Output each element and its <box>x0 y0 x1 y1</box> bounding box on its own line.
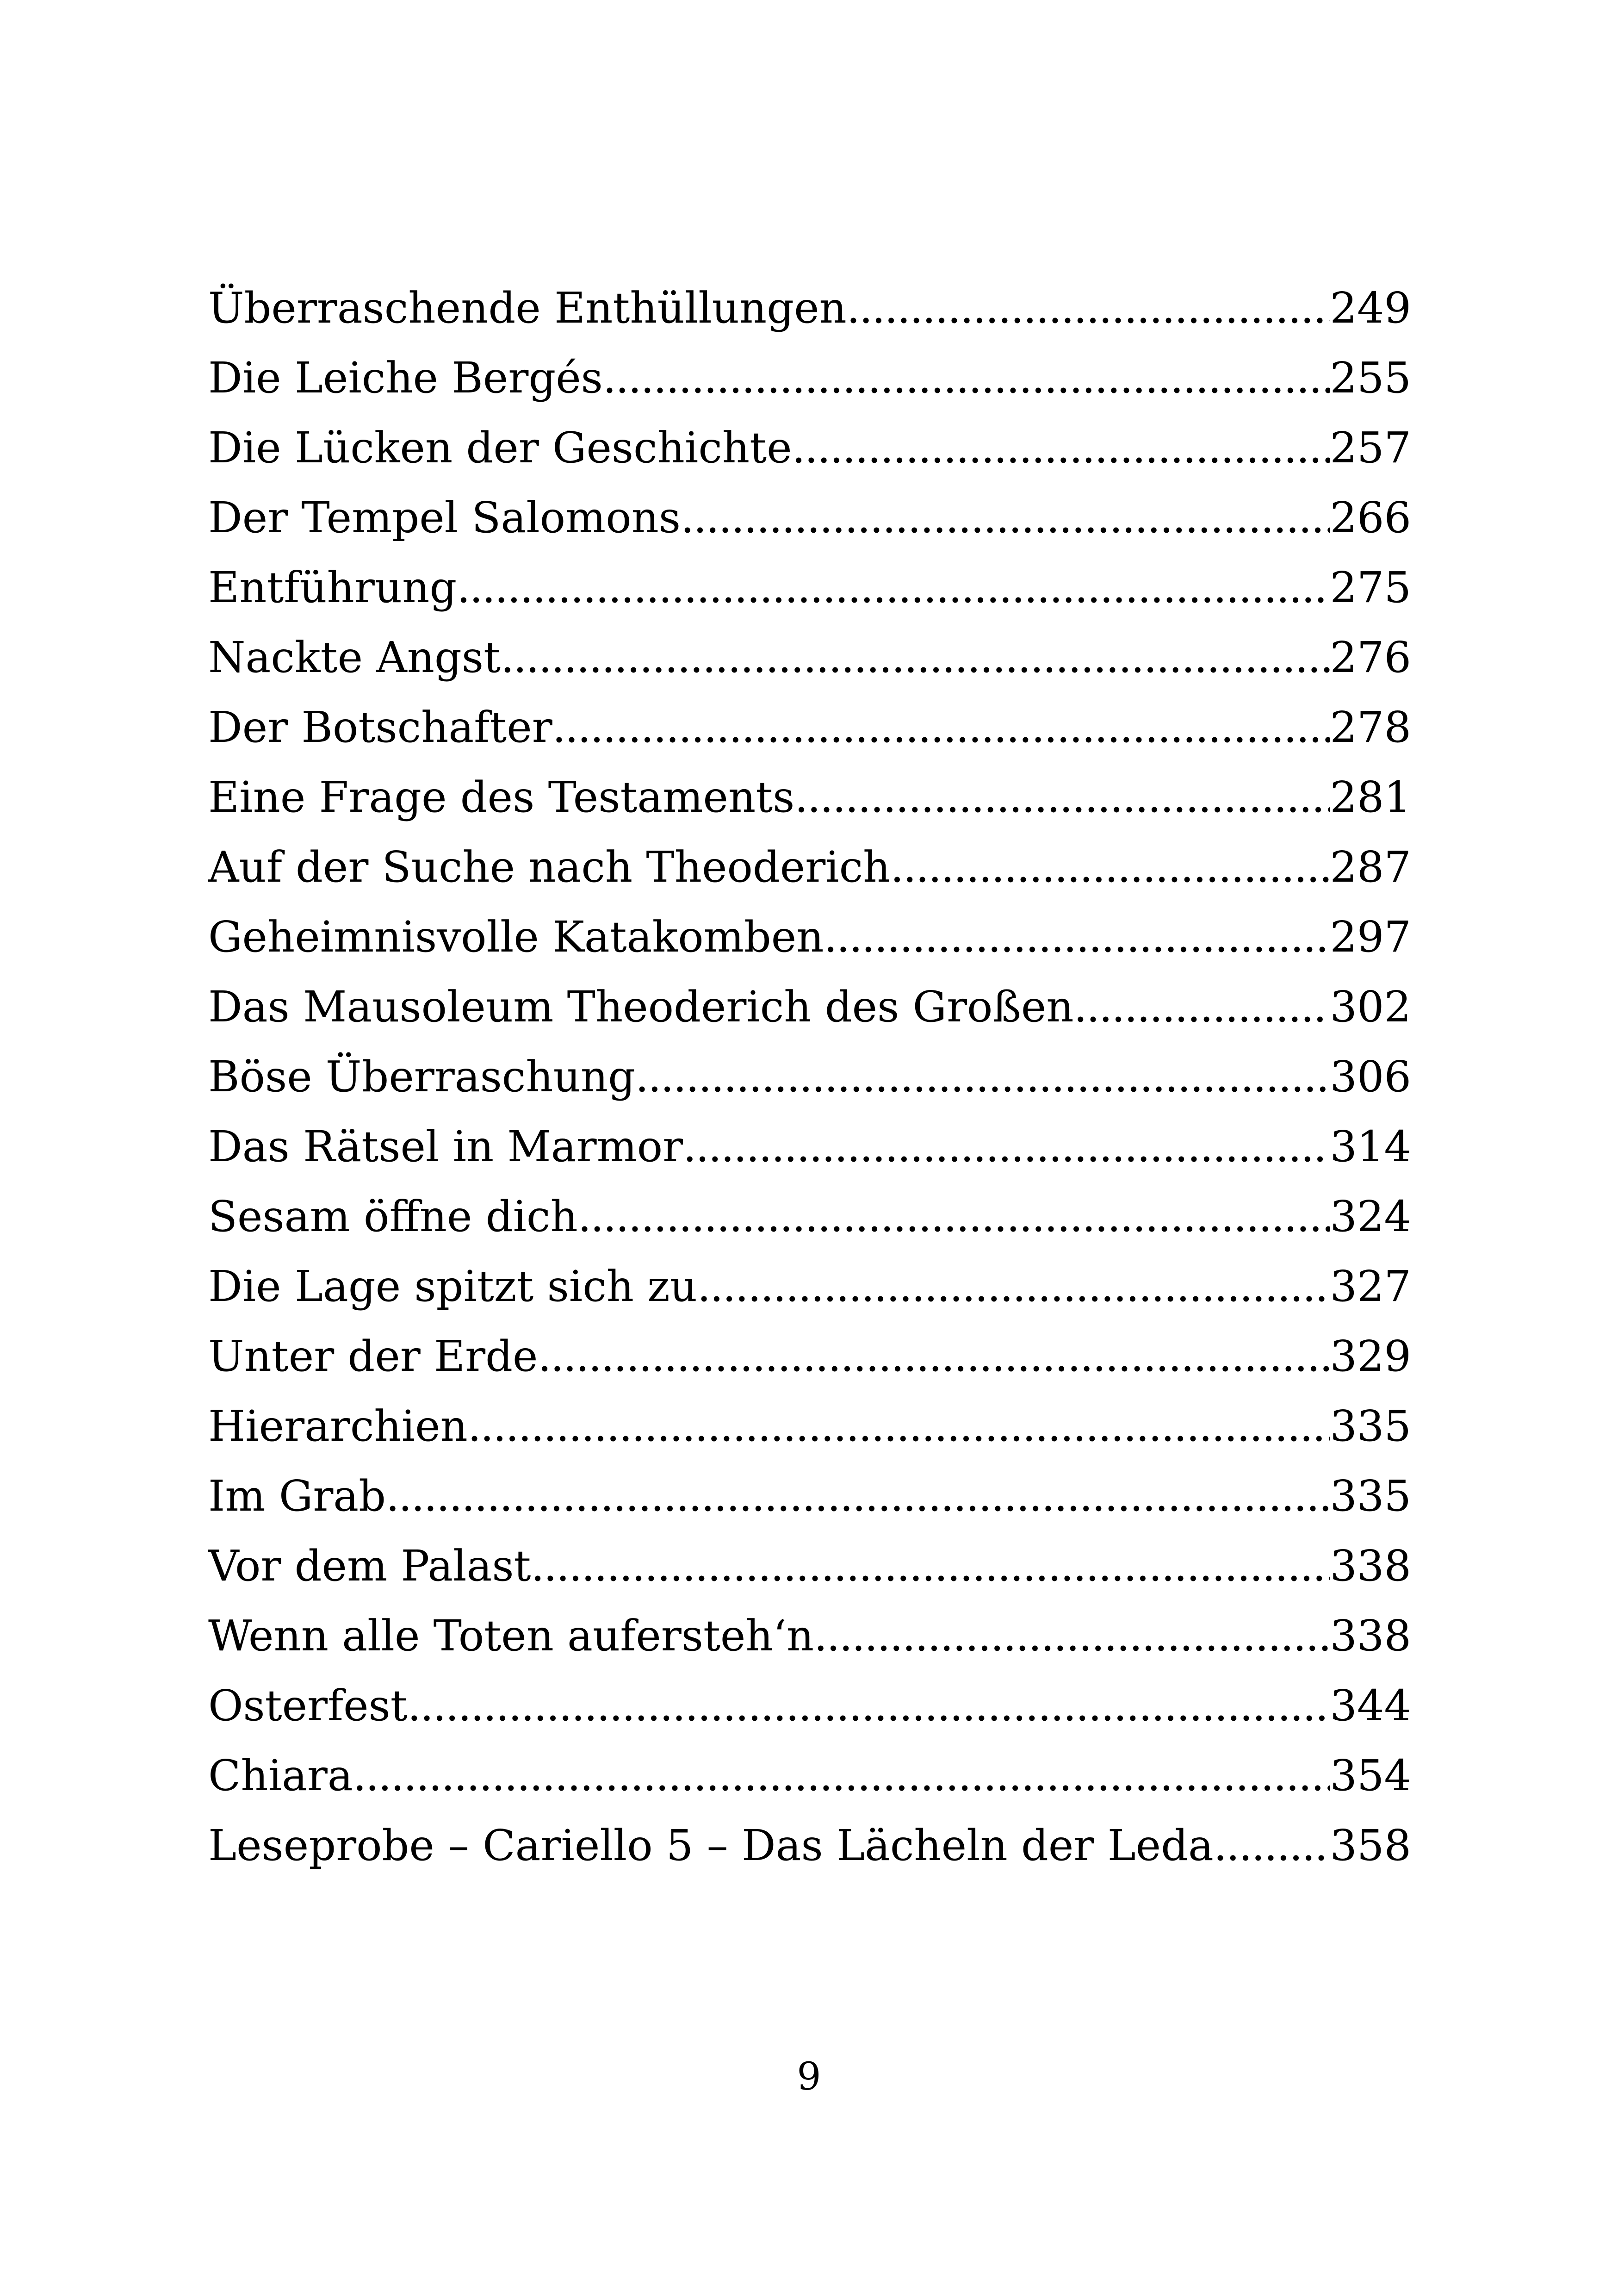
toc-entry-title: Die Lage spitzt sich zu <box>208 1262 697 1311</box>
toc-entry[interactable] <box>208 1251 1411 1321</box>
toc-entry[interactable] <box>208 622 1411 692</box>
toc-entry-page: 354 <box>1330 1751 1411 1800</box>
toc-entry-title: Das Mausoleum Theoderich des Großen <box>208 982 1074 1032</box>
toc-dot-leader <box>792 413 1330 483</box>
toc-dot-leader <box>635 1042 1330 1112</box>
toc-entry-title: Osterfest <box>208 1681 408 1730</box>
toc-dot-leader <box>847 273 1330 343</box>
toc-entry-title: Auf der Suche nach Theoderich <box>208 842 891 892</box>
toc-entry[interactable] <box>208 1391 1411 1461</box>
toc-entry-page: 287 <box>1330 842 1411 892</box>
toc-entry[interactable] <box>208 273 1411 343</box>
toc-dot-leader <box>794 762 1330 832</box>
toc-entry-page: 281 <box>1330 772 1411 822</box>
toc-dot-leader <box>353 1741 1330 1811</box>
page-number: 9 <box>797 2055 821 2099</box>
toc-entry-title: Unter der Erde <box>208 1332 538 1381</box>
toc-entry[interactable] <box>208 902 1411 972</box>
toc-dot-leader <box>814 1601 1330 1671</box>
table-of-contents <box>208 273 1411 1880</box>
toc-dot-leader <box>603 343 1330 413</box>
toc-entry[interactable] <box>208 343 1411 413</box>
toc-entry[interactable] <box>208 483 1411 553</box>
toc-entry-page: 249 <box>1330 283 1411 333</box>
toc-entry-page: 329 <box>1330 1332 1411 1381</box>
toc-entry-title: Böse Überraschung <box>208 1052 635 1101</box>
toc-dot-leader <box>386 1461 1330 1531</box>
toc-dot-leader <box>531 1531 1330 1601</box>
toc-entry-title: Im Grab <box>208 1471 386 1521</box>
toc-entry-page: 327 <box>1330 1262 1411 1311</box>
toc-entry-page: 335 <box>1330 1401 1411 1451</box>
toc-entry[interactable] <box>208 1671 1411 1741</box>
toc-entry-title: Leseprobe – Cariello 5 – Das Lächeln der Leda <box>208 1821 1214 1870</box>
toc-dot-leader <box>552 692 1330 762</box>
toc-entry-title: Das Rätsel in Marmor <box>208 1122 683 1171</box>
toc-entry-page: 257 <box>1330 423 1411 473</box>
toc-entry-page: 266 <box>1330 493 1411 542</box>
toc-dot-leader <box>697 1251 1330 1321</box>
toc-entry[interactable] <box>208 1112 1411 1182</box>
toc-entry[interactable] <box>208 1321 1411 1391</box>
toc-dot-leader <box>501 622 1330 692</box>
toc-dot-leader <box>1214 1811 1330 1880</box>
toc-entry[interactable] <box>208 553 1411 622</box>
toc-entry[interactable] <box>208 413 1411 483</box>
toc-entry-page: 344 <box>1330 1681 1411 1730</box>
toc-entry-title: Die Lücken der Geschichte <box>208 423 792 473</box>
toc-entry-title: Geheimnisvolle Katakomben <box>208 912 824 962</box>
toc-entry-title: Sesam öffne dich <box>208 1192 578 1241</box>
toc-entry-page: 306 <box>1330 1052 1411 1101</box>
toc-entry-title: Chiara <box>208 1751 353 1800</box>
toc-entry-page: 255 <box>1330 353 1411 403</box>
toc-entry-title: Eine Frage des Testaments <box>208 772 795 822</box>
toc-entry[interactable] <box>208 1182 1411 1251</box>
toc-entry-page: 276 <box>1330 633 1411 682</box>
toc-dot-leader <box>1074 972 1330 1042</box>
toc-entry-title: Hierarchien <box>208 1401 468 1451</box>
toc-entry-page: 338 <box>1330 1611 1411 1661</box>
toc-entry[interactable] <box>208 762 1411 832</box>
toc-entry[interactable] <box>208 1461 1411 1531</box>
toc-entry-page: 314 <box>1330 1122 1411 1171</box>
toc-entry[interactable] <box>208 1811 1411 1880</box>
toc-entry-page: 338 <box>1330 1541 1411 1591</box>
toc-entry[interactable] <box>208 1601 1411 1671</box>
toc-entry-title: Der Botschafter <box>208 703 552 752</box>
toc-dot-leader <box>457 553 1330 622</box>
toc-entry-page: 275 <box>1330 563 1411 612</box>
toc-entry[interactable] <box>208 832 1411 902</box>
toc-entry-page: 324 <box>1330 1192 1411 1241</box>
toc-entry-title: Die Leiche Bergés <box>208 353 603 403</box>
toc-entry[interactable] <box>208 692 1411 762</box>
toc-entry[interactable] <box>208 1741 1411 1811</box>
toc-entry-page: 335 <box>1330 1471 1411 1521</box>
toc-entry[interactable] <box>208 1531 1411 1601</box>
toc-entry-title: Überraschende Enthüllungen <box>208 283 847 333</box>
toc-entry-title: Entführung <box>208 563 457 612</box>
toc-entry-title: Wenn alle Toten aufersteh‘n <box>208 1611 814 1661</box>
toc-dot-leader <box>408 1671 1330 1741</box>
toc-dot-leader <box>824 902 1330 972</box>
toc-dot-leader <box>683 1112 1330 1182</box>
toc-entry-title: Der Tempel Salomons <box>208 493 681 542</box>
toc-entry-page: 302 <box>1330 982 1411 1032</box>
toc-entry-title: Nackte Angst <box>208 633 501 682</box>
toc-dot-leader <box>538 1321 1330 1391</box>
toc-dot-leader <box>681 483 1330 553</box>
toc-dot-leader <box>468 1391 1330 1461</box>
toc-entry[interactable] <box>208 972 1411 1042</box>
toc-dot-leader <box>890 832 1330 902</box>
toc-entry-page: 297 <box>1330 912 1411 962</box>
toc-entry-page: 278 <box>1330 703 1411 752</box>
toc-entry-title: Vor dem Palast <box>208 1541 531 1591</box>
toc-entry[interactable] <box>208 1042 1411 1112</box>
toc-dot-leader <box>578 1182 1330 1251</box>
toc-entry-page: 358 <box>1330 1821 1411 1870</box>
